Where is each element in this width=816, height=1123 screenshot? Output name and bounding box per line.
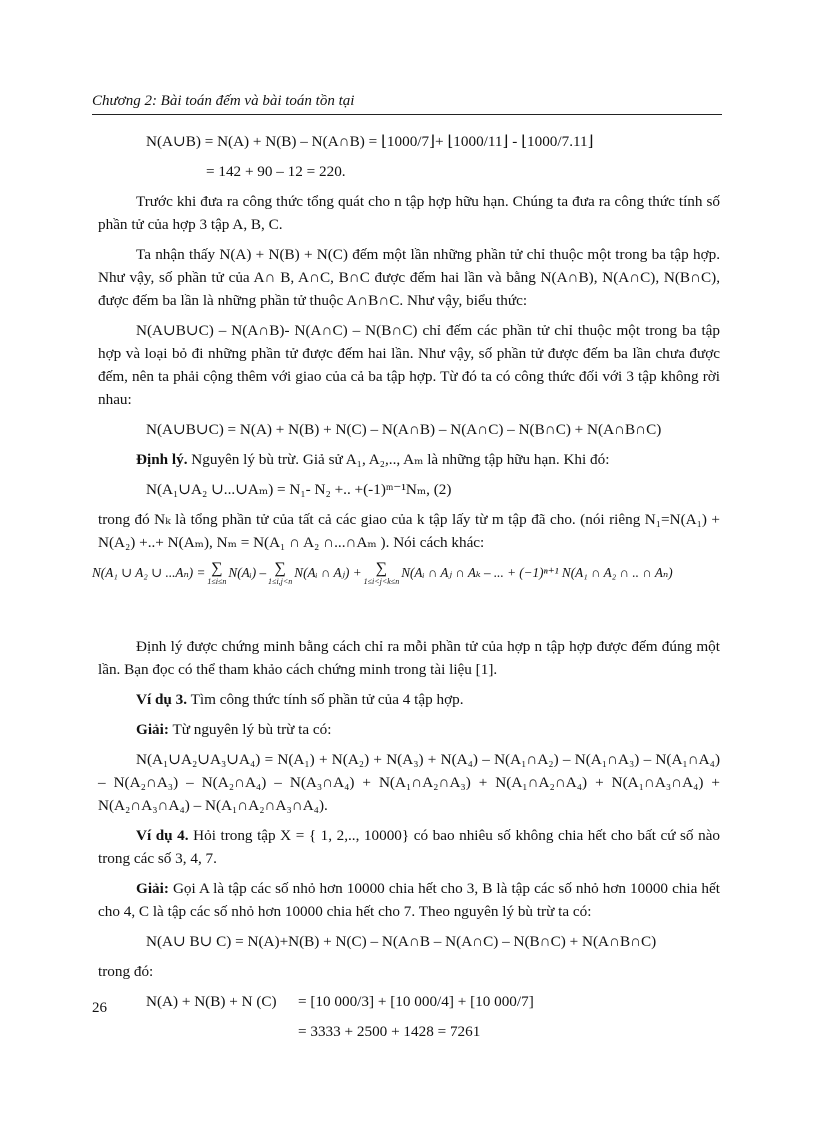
example (98, 824, 720, 870)
theorem-label: Định lý. (136, 451, 188, 468)
sum-operator (364, 561, 400, 587)
header-rule (92, 114, 722, 115)
sum-limit: 1≤i,j<n (268, 577, 293, 586)
sigma-symbol: ∑ (274, 560, 286, 577)
text-line: trong đó: (98, 963, 154, 980)
equation-line: N(A∪B∪C) = N(A) + N(B) + N(C) – N(A∩B) – N(A∩C) – N(B∩C) + N(A∩B∩C) (146, 421, 662, 438)
example-text: Hỏi trong tập X = { 1, 2,.., 10000} có bao nhiêu số không chia hết cho bất cứ số nào trong các số 3, 4, 7. (98, 827, 720, 867)
solution-label: Giải: (136, 721, 169, 738)
equation-line: = 3333 + 2500 + 1428 = 7261 (298, 1023, 481, 1040)
page-content (92, 130, 720, 1050)
paragraph: trong đó Nₖ là tổng phần tử của tất cả các giao của k tập lấy từ m tập đã cho. (nói riêng N₁=N(A₁) + N(A₂) +..+ N(Aₘ), Nₘ = N(A₁ ∩ A₂ ∩...∩Aₘ ). Nói cách khác: (98, 511, 720, 551)
inclusion-exclusion-formula (92, 561, 720, 587)
formula-term: N(Aᵢ ∩ Aⱼ) + (294, 565, 362, 580)
theorem-text: Nguyên lý bù trừ. Giả sử A₁, A₂,.., Aₘ là những tập hữu hạn. Khi đó: (191, 451, 610, 468)
solution-text: Gọi A là tập các số nhỏ hơn 10000 chia hết cho 3, B là tập các số nhỏ hơn 10000 chia hết cho 4, C là tập các số nhỏ hơn 10000 chia hết cho 7. Theo nguyên lý bù trừ ta có: (98, 880, 720, 920)
sum-operator (268, 561, 292, 587)
page-number: 26 (92, 1000, 107, 1016)
sigma-symbol: ∑ (375, 560, 388, 577)
sigma-symbol: ∑ (211, 560, 223, 577)
solution-text: Từ nguyên lý bù trừ ta có: (172, 721, 332, 738)
example-label: Ví dụ 4. (136, 827, 189, 844)
equation-line (98, 990, 720, 1013)
equation-line: N(A∪ B∪ C) = N(A)+N(B) + N(C) – N(A∩B – N(A∩C) – N(B∩C) + N(A∩B∩C) (146, 933, 657, 950)
chapter-header: Chương 2: Bài toán đếm và bài toán tồn tại (92, 93, 355, 109)
example-label: Ví dụ 3. (136, 691, 188, 708)
sum-operator (207, 561, 226, 587)
paragraph: Trước khi đưa ra công thức tổng quát cho n tập hợp hữu hạn. Chúng ta đưa ra công thức tính số phần tử của hợp 3 tập A, B, C. (98, 193, 720, 233)
theorem-equation: N(A₁∪A₂ ∪...∪Aₘ) = N₁- N₂ +.. +(-1)ᵐ⁻¹Nₘ, (2) (146, 481, 452, 498)
sum-limit: 1≤i≤n (207, 577, 227, 586)
paragraph: N(A∪B∪C) – N(A∩B)- N(A∩C) – N(B∩C) chỉ đếm các phần tử chỉ thuộc một trong ba tập hợp và loại bỏ đi những phần tử được đếm hai lần. Như vậy, số phần tử được đếm ba lần chưa được đếm, nên ta phải cộng thêm với giao của cả ba tập hợp. Từ đó ta có công thức đối với 3 tập không rời nhau: (98, 322, 720, 408)
sum-limit: 1≤i<j<k≤n (363, 577, 400, 586)
formula-lhs: N(A₁ ∪ A₂ ∪ ...Aₙ) = (92, 565, 206, 580)
paragraph: Ta nhận thấy N(A) + N(B) + N(C) đếm một lần những phần tử chỉ thuộc một trong ba tập hợp. Như vậy, số phần tử của A∩ B, A∩C, B∩C được đếm hai lần và bằng N(A∩B), N(A∩C), N(B∩C), được đếm ba lần là những phần tử thuộc A∩B∩C. Như vậy, biểu thức: (98, 246, 720, 309)
equation-line: = 142 + 90 – 12 = 220. (206, 163, 346, 180)
formula-term: N(Aᵢ ∩ Aⱼ ∩ Aₖ – ... + (−1)ⁿ⁺¹ N(A₁ ∩ A₂ ∩ .. ∩ Aₙ) (401, 565, 673, 580)
equation-line: N(A∪B) = N(A) + N(B) – N(A∩B) = ⌊1000/7⌋+ ⌊1000/11⌋ - ⌊1000/7.11⌋ (146, 133, 594, 150)
solution (98, 718, 720, 741)
solution (98, 877, 720, 923)
equation-right: = [10 000/3] + [10 000/4] + [10 000/7] (298, 993, 534, 1010)
formula-term: N(Aᵢ) – (228, 565, 267, 580)
paragraph: Định lý được chứng minh bằng cách chỉ ra mỗi phần tử của hợp n tập hợp được đếm đúng một lần. Bạn đọc có thể tham khảo cách chứng minh trong tài liệu [1]. (98, 638, 720, 678)
theorem (98, 448, 720, 471)
equation-left: N(A) + N(B) + N (C) (146, 993, 277, 1010)
paragraph: N(A₁∪A₂∪A₃∪A₄) = N(A₁) + N(A₂) + N(A₃) + N(A₄) – N(A₁∩A₂) – N(A₁∩A₃) – N(A₁∩A₄) – N(A₂∩A₃) – N(A₂∩A₄) – N(A₃∩A₄) + N(A₁∩A₂∩A₃) + N(A₁∩A₂∩A₄) + N(A₁∩A₃∩A₄) + N(A₂∩A₃∩A₄) – N(A₁∩A₂∩A₃∩A₄). (98, 751, 720, 814)
example (98, 688, 720, 711)
example-text: Tìm công thức tính số phần tử của 4 tập hợp. (190, 691, 464, 708)
solution-label: Giải: (136, 880, 169, 897)
